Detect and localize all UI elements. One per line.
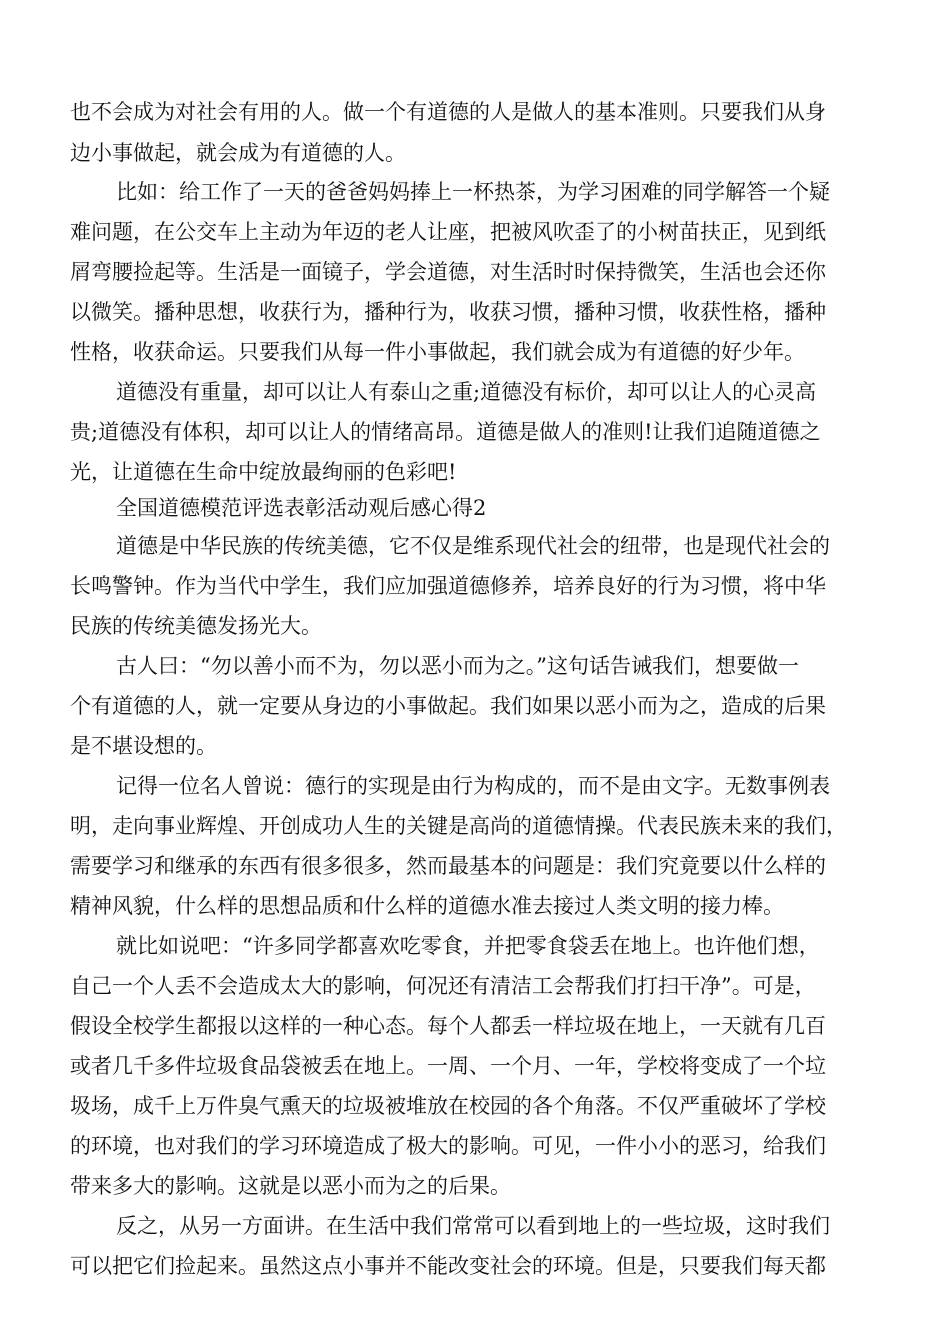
text-line: 比如：给工作了一天的爸爸妈妈捧上一杯热茶，为学习困难的同学解答一个疑 [116,180,830,204]
text-line: 带来多大的影响。这就是以恶小而为之的后果。 [70,1174,511,1198]
text-line: 或者几千多件垃圾食品袋被丢在地上。一周、一个月、一年，学校将变成了一个垃 [70,1054,826,1078]
text-line: 需要学习和继承的东西有很多很多，然而最基本的问题是：我们究竟要以什么样的 [70,854,826,878]
text-line: 以微笑。播种思想，收获行为，播种行为，收获习惯，播种习惯，收获性格，播种 [70,300,826,324]
text-line: 道德是中华民族的传统美德，它不仅是维系现代社会的纽带，也是现代社会的 [116,534,830,558]
text-line: 反之，从另一方面讲。在生活中我们常常可以看到地上的一些垃圾，这时我们 [116,1214,830,1238]
text-line: 圾场，成千上万件臭气熏天的垃圾被堆放在校园的各个角落。不仅严重破坏了学校 [70,1094,826,1118]
section-heading: 全国道德模范评选表彰活动观后感心得2 [116,496,487,520]
text-line: 民族的传统美德发扬光大。 [70,614,322,638]
text-line: 记得一位名人曾说：德行的实现是由行为构成的，而不是由文字。无数事例表 [116,774,830,798]
text-line: 难问题，在公交车上主动为年迈的老人让座，把被风吹歪了的小树苗扶正，见到纸 [70,220,826,244]
text-line: 假设全校学生都报以这样的一种心态。每个人都丢一样垃圾在地上，一天就有几百 [70,1014,826,1038]
text-line: 道德没有重量，却可以让人有泰山之重;道德没有标价，却可以让人的心灵高 [116,380,817,404]
text-line: 边小事做起，就会成为有道德的人。 [70,141,406,165]
text-line: 个有道德的人，就一定要从身边的小事做起。我们如果以恶小而为之，造成的后果 [70,694,826,718]
text-line: 自己一个人丢不会造成太大的影响，何况还有清洁工会帮我们打扫干净”。可是， [70,974,816,998]
text-line: 可以把它们捡起来。虽然这点小事并不能改变社会的环境。但是，只要我们每天都 [70,1254,826,1278]
text-line: 性格，收获命运。只要我们从每一件小事做起，我们就会成为有道德的好少年。 [70,340,805,364]
text-line: 古人曰：“勿以善小而不为，勿以恶小而为之。”这句话告诫我们，想要做一 [116,654,799,678]
text-line: 贵;道德没有体积，却可以让人的情绪高昂。道德是做人的准则!让我们追随道德之 [70,420,821,444]
text-line: 长鸣警钟。作为当代中学生，我们应加强道德修养，培养良好的行为习惯，将中华 [70,574,826,598]
text-line: 明，走向事业辉煌、开创成功人生的关键是高尚的道德情操。代表民族未来的我们， [70,814,847,838]
text-line: 是不堪设想的。 [70,734,217,758]
text-line: 屑弯腰捡起等。生活是一面镜子，学会道德，对生活时时保持微笑，生活也会还你 [70,260,826,284]
text-line: 也不会成为对社会有用的人。做一个有道德的人是做人的基本准则。只要我们从身 [70,100,826,124]
text-line: 的环境，也对我们的学习环境造成了极大的影响。可见，一件小小的恶习，给我们 [70,1134,826,1158]
text-line: 精神风貌，什么样的思想品质和什么样的道德水准去接过人类文明的接力棒。 [70,894,784,918]
text-line: 光，让道德在生命中绽放最绚丽的色彩吧! [70,460,457,484]
text-line: 就比如说吧：“许多同学都喜欢吃零食，并把零食袋丢在地上。也许他们想， [116,934,820,958]
